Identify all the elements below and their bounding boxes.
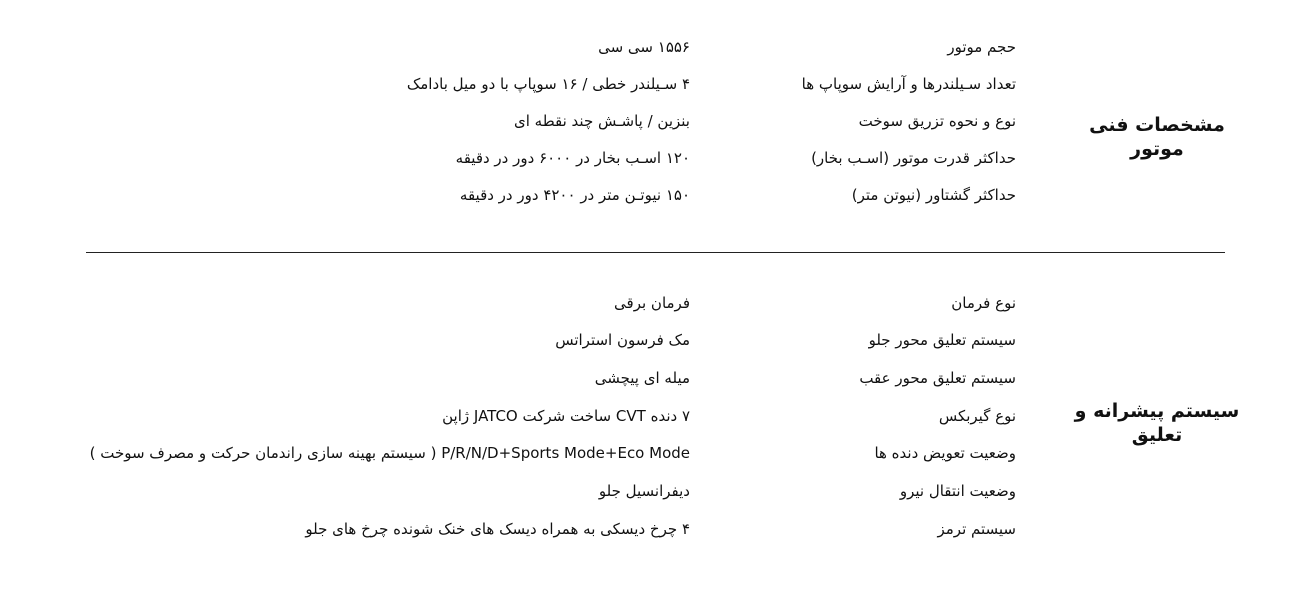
spec-value-gearbox: ۷ دنده CVT ساخت شرکت JATCO ژاپن bbox=[442, 407, 690, 425]
spec-value-fuel-injection: بنزین / پاشـش چند نقطه ای bbox=[514, 112, 690, 130]
spec-value-front-suspension: مک فرسون استراتس bbox=[555, 331, 690, 349]
spec-label-max-power: حداکثر قدرت موتور (اسـب بخار) bbox=[811, 149, 1016, 167]
spec-value-brakes: ۴ چرخ دیسکی به همراه دیسک های خنک شونده چرخ های جلو bbox=[305, 520, 690, 538]
spec-row bbox=[0, 480, 1310, 517]
spec-label-max-torque: حداکثر گشتاور (نیوتن متر) bbox=[851, 186, 1016, 204]
spec-value-max-power: ۱۲۰ اسـب بخار در ۶۰۰۰ دور در دقیقه bbox=[455, 149, 690, 167]
spec-value-rear-suspension: میله ای پیچشی bbox=[594, 369, 690, 387]
spec-value-gear-modes: P/R/N/D+Sports Mode+Eco Mode ( سیستم بهینه سازی راندمان حرکت و مصرف سوخت ) bbox=[89, 444, 690, 462]
spec-label-rear-suspension: سیستم تعلیق محور عقب bbox=[859, 369, 1016, 387]
spec-row bbox=[0, 367, 1310, 404]
spec-row bbox=[0, 518, 1310, 555]
section-divider bbox=[86, 252, 1225, 253]
engine-specs-title: مشخصات فنی موتور bbox=[1089, 114, 1225, 160]
spec-label-cylinders: تعداد سـیلندرها و آرایش سوپاپ ها bbox=[801, 75, 1016, 93]
spec-label-fuel-injection: نوع و نحوه تزریق سوخت bbox=[858, 112, 1016, 130]
spec-row bbox=[0, 442, 1310, 479]
spec-value-max-torque: ۱۵۰ نیوتـن متر در ۴۲۰۰ دور در دقیقه bbox=[459, 186, 690, 204]
spec-row bbox=[0, 36, 1310, 73]
spec-row bbox=[0, 110, 1310, 147]
drivetrain-title: سیستم پیشرانه و تعلیق bbox=[1074, 400, 1240, 446]
spec-label-front-suspension: سیستم تعلیق محور جلو bbox=[868, 331, 1016, 349]
spec-label-gearbox: نوع گیربکس bbox=[938, 407, 1016, 425]
spec-row bbox=[0, 73, 1310, 110]
spec-value-drivetrain: دیفرانسیل جلو bbox=[598, 482, 690, 500]
spec-row bbox=[0, 329, 1310, 366]
spec-label-engine-volume: حجم موتور bbox=[947, 38, 1016, 56]
spec-row bbox=[0, 292, 1310, 329]
spec-row bbox=[0, 147, 1310, 184]
spec-value-steering: فرمان برقی bbox=[614, 294, 690, 312]
spec-row bbox=[0, 405, 1310, 442]
spec-label-drivetrain: وضعیت انتقال نیرو bbox=[899, 482, 1016, 500]
spec-row bbox=[0, 184, 1310, 221]
spec-label-steering: نوع فرمان bbox=[951, 294, 1016, 312]
spec-value-engine-volume: ۱۵۵۶ سی سی bbox=[598, 38, 690, 56]
spec-value-cylinders: ۴ سـیلندر خطی / ۱۶ سوپاپ با دو میل بادامک bbox=[406, 75, 690, 93]
spec-label-gear-modes: وضعیت تعویض دنده ها bbox=[874, 444, 1016, 462]
spec-label-brakes: سیستم ترمز bbox=[937, 520, 1016, 538]
